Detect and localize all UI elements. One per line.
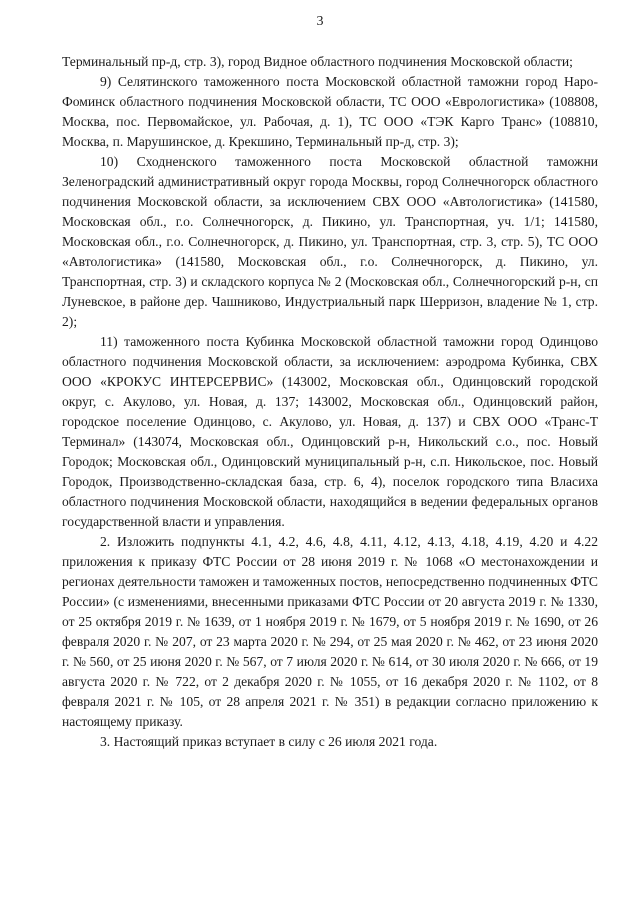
clause-3: 3. Настоящий приказ вступает в силу с 26 июля 2021 года. — [100, 734, 438, 749]
document-body — [62, 52, 598, 752]
list-item-9: 9) Селятинского таможенного поста Московской областной таможни город Наро-Фоминск областного подчинения Московской области, ТС ООО «Еврологистика» (108808, Москва, пос. Первомайское, ул. Рабочая, д. 1), ТС ООО «ТЭК Карго Транс» (108810, Москва, п. Марушинское, д. Крекшино, Терминальный пр-д, стр. 3); — [62, 74, 598, 149]
clause-2: 2. Изложить подпункты 4.1, 4.2, 4.6, 4.8, 4.11, 4.12, 4.13, 4.18, 4.19, 4.20 и 4.22 приложения к приказу ФТС России от 28 июня 2019 г. № 1068 «О местонахождении и регионах деятельности таможен и таможенных постов, непосредственно подчиненных ФТС России» (с изменениями, внесенными приказами ФТС России от 20 августа 2019 г. № 1330, от 25 октября 2019 г. № 1639, от 1 ноября 2019 г. № 1679, от 5 ноября 2019 г. № 1690, от 26 февраля 2020 г. № 207, от 23 марта 2020 г. № 294, от 25 мая 2020 г. № 462, от 23 июня 2020 г. № 560, от 25 июня 2020 г. № 567, от 7 июля 2020 г. № 614, от 30 июля 2020 г. № 666, от 19 августа 2020 г. № 722, от 2 декабря 2020 г. № 1055, от 16 декабря 2020 г. № 1102, от 8 февраля 2021 г. № 105, от 28 апреля 2021 г. № 351) в редакции согласно приложению к настоящему приказу. — [62, 534, 598, 729]
paragraph-continuation: Терминальный пр-д, стр. 3), город Видное областного подчинения Московской области; — [62, 54, 573, 69]
list-item-11: 11) таможенного поста Кубинка Московской областной таможни город Одинцово областного подчинения Московской области, за исключением: аэродрома Кубинка, СВХ ООО «КРОКУС ИНТЕРСЕРВИС» (143002, Московская обл., Одинцовский городской округ, с. Акулово, ул. Новая, д. 137; 143002, Московская обл., Одинцовский район, городское поселение Одинцово, с. Акулово, ул. Новая, д. 137) и СВХ ООО «Транс-Т Терминал» (143074, Московская обл., Одинцовский р-н, Никольский с.о., пос. Новый Городок; Московская обл., Одинцовский муниципальный р-н, с.п. Никольское, пос. Новый Городок, Производственно-складская база, стр. 6, 4), поселок городского типа Власиха областного подчинения Московской области, находящийся в ведении федеральных органов государственной власти и управления. — [62, 334, 598, 529]
page-number: 3 — [316, 14, 324, 29]
list-item-10: 10) Сходненского таможенного поста Московской областной таможни Зеленоградский административный округ города Москвы, город Солнечногорск областного подчинения Московской области, за исключением СВХ ООО «Автологистика» (141580, Московская обл., г.о. Солнечногорск, д. Пикино, ул. Транспортная, уч. 1/1; 141580, Московская обл., г.о. Солнечногорск, д. Пикино, ул. Транспортная, стр. 3, стр. 5), ТС ООО «Автологистика» (141580, Московская обл., г.о. Солнечногорск, д. Пикино, ул. Транспортная, стр. 3) и складского корпуса № 2 (Московская обл., Солнечногорский р-н, сп Луневское, в районе дер. Чашниково, Индустриальный парк Шерризон, владение № 1, стр. 2); — [62, 154, 598, 329]
